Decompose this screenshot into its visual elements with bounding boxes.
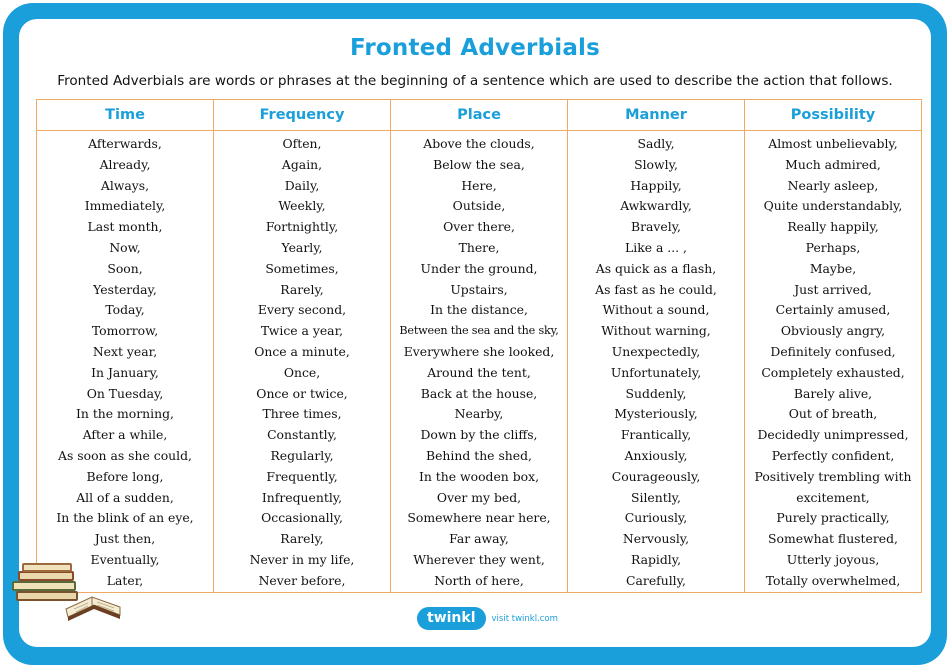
adverbial-item: In the wooden box,: [418, 468, 540, 484]
column-possibility: [745, 100, 921, 592]
adverbial-item: Without a sound,: [602, 302, 710, 318]
column-heading: Possibility: [745, 100, 921, 131]
twinkl-logo[interactable]: [417, 607, 558, 630]
adverbial-item: Quite understandably,: [763, 198, 903, 214]
column-manner: [568, 100, 745, 592]
adverbial-item: Just then,: [94, 531, 156, 547]
adverbial-item: Over my bed,: [436, 489, 522, 505]
adverbial-item: Mysteriously,: [614, 406, 698, 422]
adverbial-item: Around the tent,: [427, 364, 531, 380]
adverbial-item: Wherever they went,: [413, 551, 545, 567]
adverbial-item: Barely alive,: [793, 385, 873, 401]
adverbial-item: Next year,: [92, 343, 158, 359]
adverbial-item: Purely practically,: [776, 510, 890, 526]
adverbial-item: Occasionally,: [261, 510, 343, 526]
adverbial-item: Totally overwhelmed,: [765, 572, 901, 588]
adverbial-item: Between the sea and the sky,: [399, 324, 559, 338]
adverbial-item: Once or twice,: [256, 385, 348, 401]
adverbial-item: Curiously,: [624, 510, 688, 526]
adverbial-item: Fortnightly,: [265, 219, 339, 235]
page-frame: [3, 3, 947, 665]
adverbial-item: Last month,: [87, 219, 163, 235]
adverbial-item: Soon,: [107, 260, 143, 276]
adverbial-item: Below the sea,: [433, 156, 525, 172]
adverbial-item: Behind the shed,: [425, 447, 532, 463]
adverbial-item: Positively trembling with: [754, 468, 912, 484]
adverbials-table: [36, 99, 922, 593]
adverbial-item: In the blink of an eye,: [56, 510, 194, 526]
adverbial-item: Before long,: [86, 468, 164, 484]
adverbial-item: Rarely,: [280, 531, 324, 547]
adverbial-item: Later,: [106, 572, 144, 588]
adverbial-item: Frequently,: [266, 468, 338, 484]
adverbial-item: Upstairs,: [450, 281, 508, 297]
adverbial-item: Eventually,: [90, 551, 160, 567]
adverbial-item: Always,: [100, 177, 150, 193]
adverbial-item: Every second,: [257, 302, 347, 318]
adverbial-item: There,: [458, 239, 500, 255]
adverbial-item: Anxiously,: [624, 447, 688, 463]
column-list: [214, 131, 390, 592]
adverbial-item: Nervously,: [622, 531, 690, 547]
adverbial-item: Everywhere she looked,: [403, 343, 555, 359]
adverbial-item: Awkwardly,: [620, 198, 692, 214]
adverbial-item: Suddenly,: [625, 385, 687, 401]
adverbial-item: Daily,: [284, 177, 320, 193]
adverbial-item: Rarely,: [280, 281, 324, 297]
adverbial-item: Like a ... ,: [625, 239, 687, 255]
adverbial-item: North of here,: [434, 572, 524, 588]
column-list: [745, 131, 921, 592]
adverbial-item: Constantly,: [267, 427, 337, 443]
adverbial-item: On Tuesday,: [86, 385, 164, 401]
column-list: [568, 131, 744, 592]
adverbial-item: Completely exhausted,: [761, 364, 905, 380]
adverbial-item: Unfortunately,: [610, 364, 702, 380]
adverbial-item: Far away,: [449, 531, 509, 547]
adverbial-item: Sometimes,: [265, 260, 339, 276]
adverbial-item: Somewhat flustered,: [768, 531, 898, 547]
adverbial-item: Here,: [461, 177, 497, 193]
page-title: Fronted Adverbials: [349, 35, 601, 61]
adverbial-item: Tomorrow,: [91, 323, 159, 339]
adverbial-item: Nearby,: [454, 406, 504, 422]
adverbial-item: Just arrived,: [794, 281, 872, 297]
adverbial-item: Afterwards,: [88, 136, 162, 151]
adverbial-item: Utterly joyous,: [786, 551, 880, 567]
adverbial-item: Happily,: [630, 177, 682, 193]
adverbial-item: Infrequently,: [261, 489, 343, 505]
adverbial-item: Three times,: [262, 406, 342, 422]
stack-of-books-icon: [8, 551, 138, 623]
adverbial-item: Outside,: [452, 198, 506, 214]
adverbial-item: Silently,: [631, 489, 681, 505]
adverbial-item: Immediately,: [84, 198, 166, 214]
adverbial-item: Once a minute,: [254, 343, 350, 359]
adverbial-item: Definitely confused,: [770, 343, 896, 359]
adverbial-item: Without warning,: [601, 323, 711, 339]
adverbial-item: Often,: [282, 136, 322, 151]
adverbial-item: Weekly,: [278, 198, 326, 214]
twinkl-link[interactable]: visit twinkl.com: [491, 613, 558, 624]
adverbial-item: Perhaps,: [805, 239, 861, 255]
adverbial-item: Never in my life,: [249, 551, 355, 567]
adverbial-item: Sadly,: [637, 136, 675, 151]
adverbial-item: Again,: [281, 156, 323, 172]
adverbial-item: All of a sudden,: [76, 489, 174, 505]
twinkl-logo-mark: twinkl: [417, 607, 486, 630]
column-heading: Place: [391, 100, 567, 131]
adverbial-item: As fast as he could,: [595, 281, 717, 297]
adverbial-item: Regularly,: [270, 447, 334, 463]
adverbial-item: Maybe,: [809, 260, 857, 276]
adverbial-item: After a while,: [82, 427, 168, 443]
adverbial-item: Courageously,: [611, 468, 701, 484]
column-heading: Time: [37, 100, 213, 131]
adverbial-item: Rapidly,: [630, 551, 682, 567]
adverbial-item: Frantically,: [620, 427, 692, 443]
adverbial-item: Somewhere near here,: [407, 510, 551, 526]
adverbial-item: Certainly amused,: [775, 302, 891, 318]
adverbial-item: In the distance,: [430, 302, 528, 318]
column-heading: Frequency: [214, 100, 390, 131]
adverbial-item: Obviously angry,: [780, 323, 886, 339]
poster: [19, 19, 931, 647]
adverbial-item: excitement,: [796, 489, 870, 505]
adverbial-item: Decidedly unimpressed,: [757, 427, 909, 443]
adverbial-item: Almost unbelievably,: [768, 136, 898, 151]
column-time: [37, 100, 214, 592]
adverbial-item: Over there,: [443, 219, 515, 235]
column-place: [391, 100, 568, 592]
adverbial-item: Out of breath,: [788, 406, 878, 422]
adverbial-item: Perfectly confident,: [771, 447, 895, 463]
column-heading: Manner: [568, 100, 744, 131]
adverbial-item: As soon as she could,: [58, 447, 192, 463]
adverbial-item: Yesterday,: [93, 281, 157, 297]
adverbial-item: Above the clouds,: [423, 136, 535, 151]
column-frequency: [214, 100, 391, 592]
adverbial-item: Once,: [283, 364, 321, 380]
adverbial-item: Back at the house,: [420, 385, 538, 401]
adverbial-item: Slowly,: [634, 156, 678, 172]
page-subtitle: Fronted Adverbials are words or phrases at the beginning of a sentence which are used to describe the action that follows.: [57, 73, 893, 89]
adverbial-item: Today,: [105, 302, 145, 318]
adverbial-item: In the morning,: [76, 406, 174, 422]
adverbial-item: Now,: [109, 239, 141, 255]
adverbial-item: Really happily,: [787, 219, 879, 235]
adverbial-item: Much admired,: [785, 156, 881, 172]
adverbial-item: Carefully,: [626, 572, 686, 588]
adverbial-item: Bravely,: [630, 219, 681, 235]
adverbial-item: Yearly,: [281, 239, 323, 255]
adverbial-item: Never before,: [258, 572, 346, 588]
adverbial-item: As quick as a flash,: [595, 260, 717, 276]
adverbial-item: Twice a year,: [260, 323, 344, 339]
adverbial-item: Under the ground,: [420, 260, 538, 276]
adverbial-item: Down by the cliffs,: [420, 427, 538, 443]
adverbial-item: Unexpectedly,: [611, 343, 701, 359]
column-list: [37, 131, 213, 592]
adverbial-item: Already,: [99, 156, 151, 172]
adverbial-item: In January,: [91, 364, 159, 380]
adverbial-item: Nearly asleep,: [787, 177, 879, 193]
column-list: [391, 131, 567, 592]
